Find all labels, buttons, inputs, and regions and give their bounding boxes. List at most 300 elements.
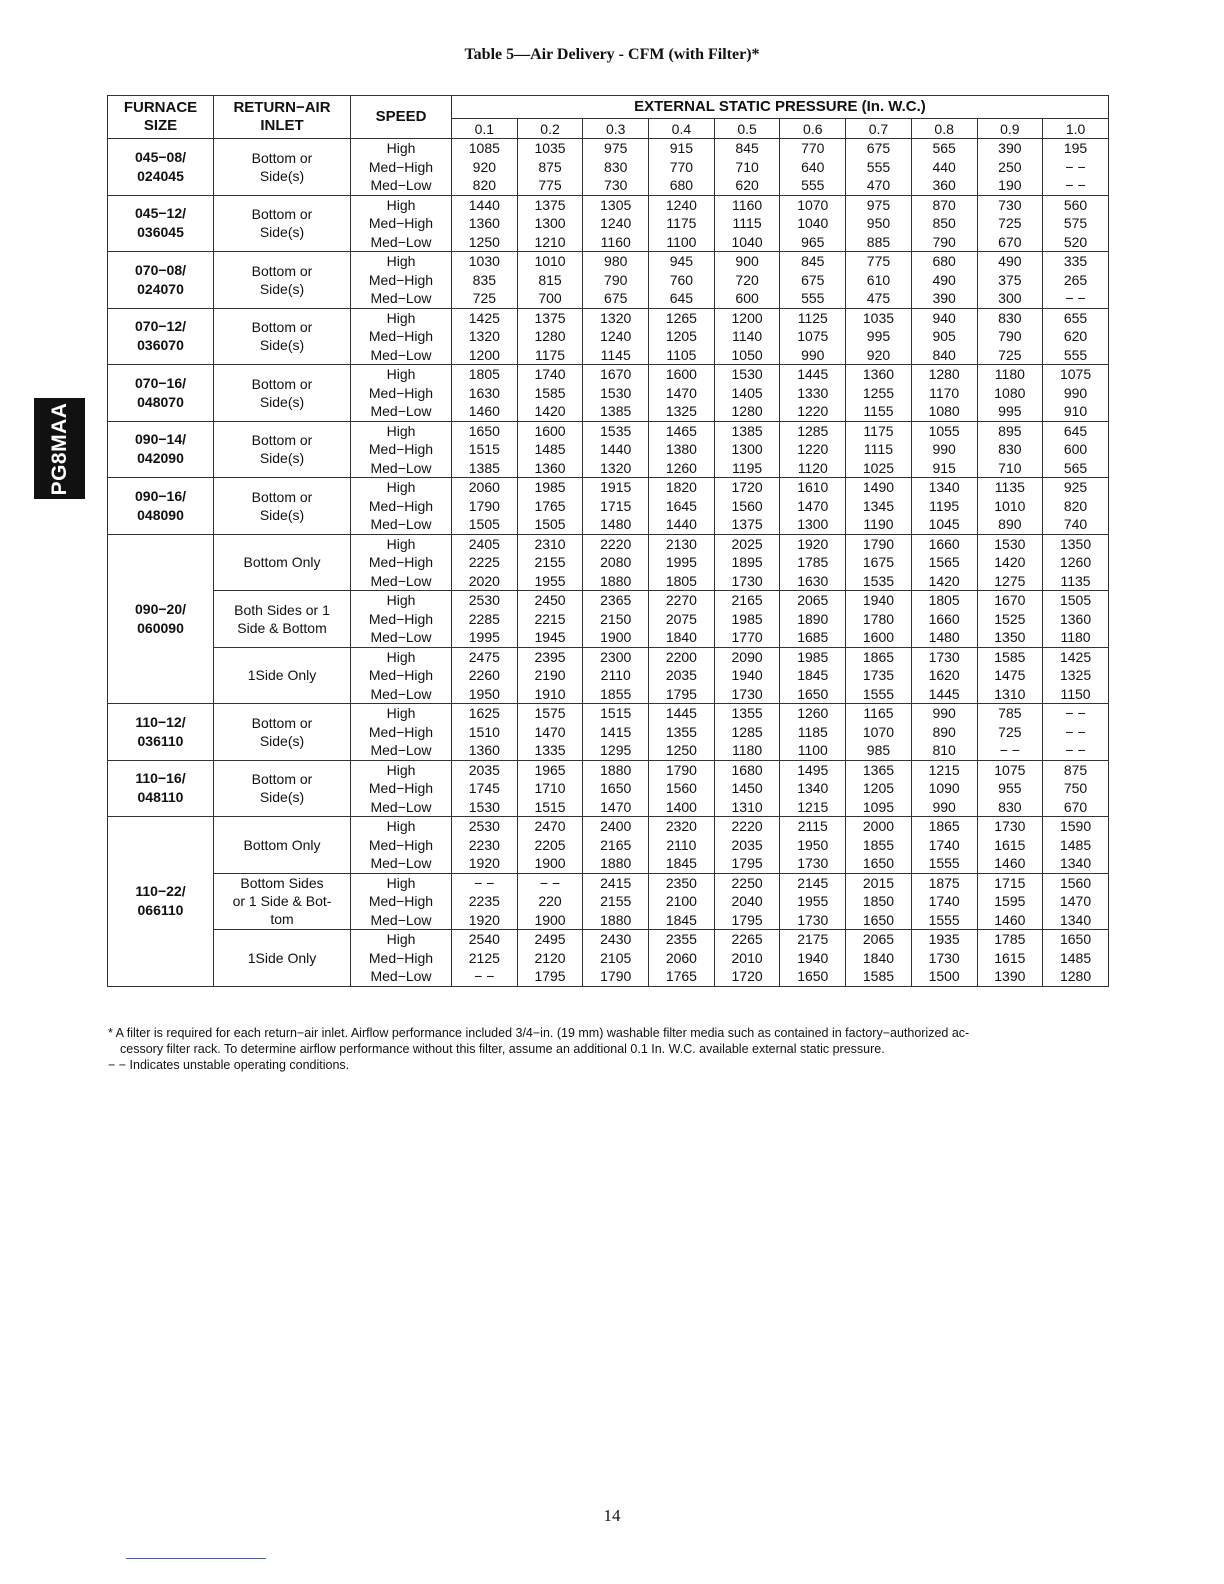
cfm-value: 390	[932, 290, 956, 306]
cfm-value: 1850	[862, 893, 895, 909]
cfm-cell	[846, 930, 912, 987]
cfm-value: 1115	[732, 215, 762, 231]
header-external-static-pressure: EXTERNAL STATIC PRESSURE (In. W.C.)	[452, 96, 1109, 119]
cfm-value: 2015	[862, 874, 895, 891]
cfm-value: 1880	[600, 572, 632, 589]
cfm-cell	[714, 817, 780, 874]
cfm-value: 2035	[665, 667, 697, 683]
speed-label: Med−Low	[370, 177, 432, 193]
cfm-cell	[977, 647, 1043, 704]
cfm-value: 1780	[862, 610, 895, 627]
cfm-value: 810	[932, 742, 956, 758]
cfm-value: 1375	[534, 309, 566, 326]
table-row	[108, 647, 1109, 704]
cfm-value: 2310	[534, 535, 566, 552]
cfm-value: − −	[1065, 177, 1086, 193]
cfm-cell	[649, 308, 715, 365]
cfm-value: 1220	[797, 403, 829, 419]
cfm-cell	[452, 139, 518, 196]
speed-label: Med−High	[368, 723, 434, 740]
cfm-value: 1525	[994, 610, 1026, 627]
cfm-value: 1340	[797, 780, 829, 796]
cfm-cell	[911, 873, 977, 930]
cfm-cell	[714, 534, 780, 591]
cfm-value: 1310	[731, 798, 763, 815]
cfm-value: 2125	[468, 949, 500, 966]
cfm-value: 1900	[534, 855, 566, 871]
cfm-value: 1250	[665, 742, 697, 758]
cfm-value: 1675	[862, 554, 895, 570]
cfm-value: 1730	[928, 648, 960, 665]
cfm-value: 820	[1063, 497, 1088, 514]
cfm-value: 555	[866, 158, 891, 175]
cfm-value: 1330	[797, 384, 829, 401]
cfm-value: 1035	[862, 309, 895, 326]
cfm-value: 2075	[665, 610, 697, 627]
side-tab-label: PG8MAA	[47, 402, 71, 495]
cfm-cell	[846, 139, 912, 196]
cfm-value: 1845	[665, 911, 697, 928]
table-body	[108, 139, 1109, 987]
cfm-value: 2200	[665, 648, 697, 665]
return-air-inlet-cell: 1Side Only	[214, 930, 351, 987]
cfm-value: 1795	[731, 855, 763, 871]
cfm-cell	[649, 930, 715, 987]
cfm-cell	[714, 252, 780, 309]
cfm-value: 1375	[534, 196, 566, 213]
cfm-value: 1460	[468, 403, 500, 419]
cfm-value: 1385	[600, 403, 632, 419]
cfm-value: 2415	[600, 874, 632, 891]
cfm-value: 1470	[665, 384, 697, 401]
cfm-cell	[911, 647, 977, 704]
cfm-value: 1405	[731, 384, 763, 401]
cfm-value: − −	[474, 968, 495, 984]
cfm-cell	[517, 421, 583, 478]
cfm-value: 675	[801, 271, 825, 288]
cfm-value: 1440	[600, 441, 632, 457]
cfm-value: 1745	[468, 780, 500, 796]
cfm-value: − −	[1065, 705, 1086, 721]
furnace-size-cell: 110−12/ 036110	[108, 704, 214, 761]
cfm-value: 1940	[731, 667, 763, 683]
cfm-cell	[1043, 252, 1109, 309]
cfm-value: − −	[1065, 158, 1086, 175]
cfm-value: 1935	[928, 931, 960, 947]
cfm-value: 1300	[731, 441, 763, 457]
speed-cell	[351, 308, 452, 365]
cfm-cell	[977, 817, 1043, 874]
cfm-value: 1710	[534, 780, 566, 796]
cfm-value: 940	[932, 309, 956, 326]
speed-label: Med−High	[368, 271, 434, 288]
cfm-value: 1515	[468, 441, 500, 457]
cfm-cell	[517, 478, 583, 535]
cfm-value: 770	[801, 140, 825, 156]
speed-cell	[351, 365, 452, 422]
cfm-value: 2215	[534, 610, 566, 627]
cfm-value: 1300	[797, 516, 829, 532]
cfm-cell	[977, 252, 1043, 309]
cfm-cell	[911, 760, 977, 817]
cfm-value: 1505	[468, 516, 500, 532]
cfm-value: 1945	[534, 629, 566, 645]
cfm-cell	[780, 873, 846, 930]
return-air-inlet-cell: Bottom or Side(s)	[214, 308, 351, 365]
cfm-cell	[1043, 534, 1109, 591]
cfm-value: 1140	[732, 328, 763, 344]
cfm-value: 2025	[731, 535, 763, 552]
cfm-cell	[1043, 760, 1109, 817]
cfm-value: 890	[932, 723, 956, 740]
cfm-value: 390	[998, 140, 1022, 156]
cfm-cell	[583, 647, 649, 704]
speed-label: Med−Low	[370, 855, 432, 871]
cfm-value: 1595	[994, 893, 1026, 909]
cfm-cell	[649, 478, 715, 535]
cfm-value: 1770	[731, 629, 763, 645]
cfm-value: 2000	[862, 818, 895, 834]
cfm-value: 1730	[928, 949, 960, 966]
cfm-value: 670	[998, 233, 1022, 250]
cfm-value: 2365	[600, 592, 632, 608]
speed-label: Med−High	[368, 158, 434, 175]
cfm-cell	[911, 139, 977, 196]
cfm-value: 2355	[665, 931, 697, 947]
cfm-value: 2165	[731, 592, 763, 608]
cfm-value: 1055	[928, 422, 960, 439]
speed-label: Med−Low	[370, 516, 432, 532]
cfm-cell	[452, 704, 518, 761]
cfm-value: 1995	[665, 554, 697, 570]
speed-label: High	[386, 196, 416, 213]
cfm-cell	[517, 534, 583, 591]
cfm-cell	[977, 478, 1043, 535]
cfm-value: 1480	[928, 629, 960, 645]
cfm-value: 990	[932, 441, 956, 457]
cfm-value: 925	[1063, 479, 1088, 495]
cfm-value: 790	[604, 271, 628, 288]
cfm-value: 870	[932, 196, 956, 213]
speed-label: High	[386, 422, 416, 439]
cfm-cell	[649, 760, 715, 817]
cfm-value: 1620	[928, 667, 960, 683]
cfm-value: 2230	[468, 836, 500, 853]
cfm-value: 775	[538, 177, 562, 193]
cfm-value: 770	[669, 158, 694, 175]
cfm-value: 1445	[797, 366, 829, 382]
cfm-value: 560	[1063, 196, 1088, 213]
cfm-value: 990	[932, 798, 956, 815]
cfm-value: 1650	[797, 968, 829, 984]
speed-label: Med−Low	[370, 742, 432, 758]
speed-cell	[351, 534, 452, 591]
cfm-value: 1650	[1059, 931, 1092, 947]
cfm-value: 1740	[534, 366, 566, 382]
cfm-value: 1505	[534, 516, 566, 532]
cfm-value: 490	[932, 271, 956, 288]
cfm-value: 2010	[731, 949, 763, 966]
return-air-inlet-cell: Bottom Only	[214, 817, 351, 874]
cfm-value: 1360	[1059, 610, 1092, 627]
cfm-cell	[911, 252, 977, 309]
cfm-cell	[911, 591, 977, 648]
cfm-value: 1900	[534, 911, 566, 928]
cfm-cell	[911, 534, 977, 591]
cfm-value: 2120	[534, 949, 566, 966]
cfm-value: 1285	[731, 723, 763, 740]
cfm-value: 1795	[665, 685, 697, 702]
cfm-cell	[452, 478, 518, 535]
cfm-value: 2235	[468, 893, 500, 909]
cfm-value: 750	[1063, 780, 1088, 796]
cfm-value: 675	[866, 140, 891, 156]
speed-label: Med−High	[368, 610, 434, 627]
cfm-value: 2470	[534, 818, 566, 834]
cfm-cell	[911, 195, 977, 252]
cfm-value: 990	[1063, 384, 1088, 401]
cfm-cell	[649, 704, 715, 761]
cfm-value: 955	[998, 780, 1022, 796]
cfm-value: 1685	[797, 629, 829, 645]
cfm-cell	[846, 647, 912, 704]
cfm-value: 1940	[797, 949, 829, 966]
cfm-value: 1285	[797, 422, 829, 439]
cfm-value: 1180	[994, 366, 1025, 382]
cfm-value: 2035	[731, 836, 763, 853]
cfm-value: 1735	[862, 667, 895, 683]
speed-label: Med−High	[368, 836, 434, 853]
cfm-value: 680	[669, 177, 694, 193]
cfm-value: 1070	[862, 723, 895, 740]
cfm-value: 2190	[534, 667, 566, 683]
speed-label: High	[386, 874, 416, 891]
cfm-cell	[911, 478, 977, 535]
cfm-value: 725	[998, 346, 1022, 363]
cfm-value: 1175	[863, 422, 894, 439]
cfm-value: 475	[866, 290, 891, 306]
cfm-cell	[846, 478, 912, 535]
furnace-size-cell: 045−08/ 024045	[108, 139, 214, 196]
cfm-value: 1275	[994, 572, 1026, 589]
cfm-value: 1095	[862, 798, 895, 815]
cfm-value: 945	[669, 253, 694, 269]
cfm-value: 1900	[600, 629, 632, 645]
cfm-cell	[780, 930, 846, 987]
cfm-cell	[583, 873, 649, 930]
cfm-value: 990	[801, 346, 825, 363]
cfm-cell	[649, 365, 715, 422]
cfm-value: 820	[472, 177, 497, 193]
return-air-inlet-cell: Bottom or Side(s)	[214, 421, 351, 478]
cfm-value: 2175	[797, 931, 829, 947]
cfm-value: 1200	[468, 346, 500, 363]
speed-label: Med−Low	[370, 459, 432, 476]
pressure-header: 0.6	[780, 119, 846, 139]
cfm-cell	[517, 704, 583, 761]
cfm-cell	[517, 308, 583, 365]
cfm-value: 440	[932, 158, 956, 175]
cfm-value: 1340	[1059, 855, 1092, 871]
speed-label: Med−Low	[370, 572, 432, 589]
cfm-value: 700	[538, 290, 562, 306]
cfm-value: 1740	[928, 836, 960, 853]
cfm-value: 1460	[994, 911, 1026, 928]
cfm-value: 645	[669, 290, 694, 306]
cfm-value: 1450	[731, 780, 763, 796]
footnote-filter-line2: cessory filter rack. To determine airflow performance without this filter, assume an additional 0.1 In. W.C. available external static pressure.	[120, 1042, 885, 1056]
cfm-value: 1845	[665, 855, 697, 871]
cfm-value: 1475	[994, 667, 1026, 683]
cfm-value: 1280	[1059, 968, 1092, 984]
cfm-value: 1195	[929, 497, 960, 514]
cfm-value: 710	[735, 158, 759, 175]
cfm-cell	[517, 873, 583, 930]
cfm-value: 1765	[665, 968, 697, 984]
cfm-cell	[452, 195, 518, 252]
cfm-cell	[649, 591, 715, 648]
cfm-cell	[846, 817, 912, 874]
cfm-value: 1215	[928, 761, 960, 778]
cfm-value: 2270	[665, 592, 697, 608]
cfm-value: 1560	[665, 780, 697, 796]
cfm-value: 1555	[862, 685, 895, 702]
cfm-value: 1715	[994, 874, 1026, 891]
cfm-value: 520	[1063, 233, 1088, 250]
cfm-value: 1805	[468, 366, 500, 382]
table-row	[108, 308, 1109, 365]
cfm-cell	[714, 308, 780, 365]
cfm-value: 1010	[994, 497, 1026, 514]
cfm-value: 565	[932, 140, 956, 156]
speed-label: Med−Low	[370, 685, 432, 702]
cfm-value: 875	[538, 158, 562, 175]
speed-label: High	[386, 140, 416, 156]
cfm-value: − −	[999, 742, 1020, 758]
cfm-value: 1650	[600, 780, 632, 796]
cfm-value: 845	[801, 253, 825, 269]
cfm-value: 885	[866, 233, 891, 250]
cfm-value: 1190	[863, 516, 894, 532]
cfm-value: 1460	[994, 855, 1026, 871]
cfm-value: 1650	[862, 911, 895, 928]
furnace-size-cell: 110−16/ 048110	[108, 760, 214, 817]
cfm-cell	[977, 534, 1043, 591]
furnace-size-cell: 090−14/ 042090	[108, 421, 214, 478]
cfm-value: 1280	[928, 366, 960, 382]
cfm-value: 1320	[600, 459, 632, 476]
cfm-cell	[780, 647, 846, 704]
cfm-value: 1300	[534, 215, 566, 231]
cfm-value: 915	[932, 459, 956, 476]
cfm-value: 1795	[534, 968, 566, 984]
cfm-cell	[1043, 647, 1109, 704]
cfm-value: 1480	[600, 516, 632, 532]
cfm-value: 1210	[534, 233, 566, 250]
return-air-inlet-cell: Bottom or Side(s)	[214, 195, 351, 252]
cfm-cell	[1043, 139, 1109, 196]
cfm-value: 1490	[862, 479, 895, 495]
cfm-value: 1360	[862, 366, 895, 382]
header-return-air-inlet: RETURN−AIR INLET	[214, 96, 351, 139]
cfm-value: 1645	[665, 497, 697, 514]
pressure-header: 0.7	[846, 119, 912, 139]
cfm-cell	[714, 195, 780, 252]
cfm-value: 1585	[534, 384, 566, 401]
cfm-value: 730	[998, 196, 1022, 213]
cfm-value: 1335	[534, 742, 566, 758]
cfm-cell	[583, 591, 649, 648]
cfm-value: 1420	[994, 554, 1026, 570]
furnace-size-cell: 070−16/ 048070	[108, 365, 214, 422]
header-furnace-size: FURNACE SIZE	[108, 96, 214, 139]
cfm-value: 1910	[534, 685, 566, 702]
cfm-cell	[452, 873, 518, 930]
pressure-header: 0.2	[517, 119, 583, 139]
table-row	[108, 252, 1109, 309]
cfm-value: 680	[932, 253, 956, 269]
cfm-value: 1820	[665, 479, 697, 495]
cfm-value: 2225	[468, 554, 500, 570]
cfm-value: 1280	[534, 328, 566, 344]
cfm-cell	[452, 534, 518, 591]
speed-label: Med−Low	[370, 290, 432, 306]
cfm-cell	[583, 195, 649, 252]
cfm-cell	[846, 760, 912, 817]
cfm-value: 995	[866, 328, 891, 344]
cfm-value: 1995	[468, 629, 500, 645]
cfm-value: 620	[735, 177, 759, 193]
cfm-cell	[846, 534, 912, 591]
cfm-cell	[780, 365, 846, 422]
cfm-value: 1720	[731, 968, 763, 984]
cfm-value: 1585	[862, 968, 895, 984]
cfm-cell	[714, 365, 780, 422]
cfm-value: 1265	[665, 309, 697, 326]
cfm-cell	[452, 647, 518, 704]
cfm-value: 2250	[731, 874, 763, 891]
cfm-value: 995	[998, 403, 1022, 419]
cfm-value: 620	[1063, 328, 1088, 344]
pressure-header: 0.8	[911, 119, 977, 139]
speed-label: High	[386, 592, 416, 608]
cfm-value: 190	[998, 177, 1022, 193]
cfm-value: 1790	[468, 497, 500, 514]
cfm-cell	[452, 591, 518, 648]
cfm-cell	[977, 930, 1043, 987]
cfm-value: 1795	[731, 911, 763, 928]
cfm-value: 760	[669, 271, 694, 288]
cfm-value: 1805	[665, 572, 697, 589]
cfm-value: 1785	[994, 931, 1026, 947]
cfm-cell	[583, 534, 649, 591]
cfm-value: 1135	[1060, 572, 1091, 589]
cfm-value: 655	[1063, 309, 1088, 326]
cfm-value: 2110	[600, 667, 631, 683]
cfm-value: 1420	[928, 572, 960, 589]
cfm-cell	[452, 817, 518, 874]
cfm-cell	[583, 817, 649, 874]
cfm-value: 775	[866, 253, 891, 269]
cfm-cell	[452, 760, 518, 817]
cfm-value: 1985	[534, 479, 566, 495]
cfm-cell	[517, 365, 583, 422]
table-row	[108, 421, 1109, 478]
cfm-cell	[583, 930, 649, 987]
cfm-value: 1260	[1059, 554, 1092, 570]
cfm-cell	[649, 817, 715, 874]
cfm-value: 990	[932, 705, 956, 721]
